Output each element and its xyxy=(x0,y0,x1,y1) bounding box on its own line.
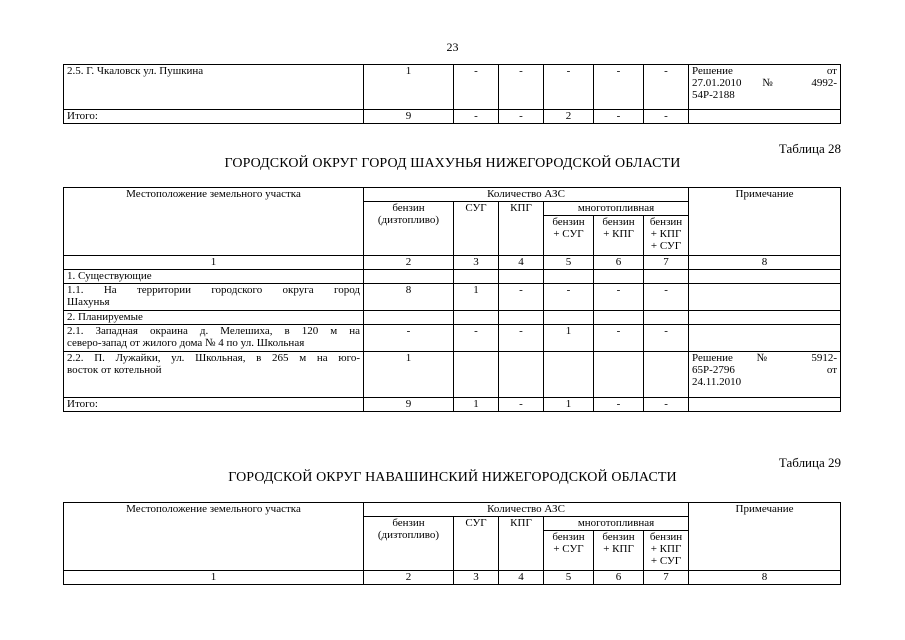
lpg-header: СУГ xyxy=(454,517,499,571)
lpg-header: СУГ xyxy=(454,202,499,256)
count-header: Количество АЗС xyxy=(364,188,689,202)
table-28-heading: ГОРОДСКОЙ ОКРУГ ГОРОД ШАХУНЬЯ НИЖЕГОРОДСКОЙ ОБЛАСТИ xyxy=(224,156,681,171)
top-table xyxy=(63,64,841,124)
page-number: 23 xyxy=(446,40,459,54)
cng-header: КПГ xyxy=(499,517,544,571)
table-row: 2.1. Западная окраина д. Мелешиха, в 120 м на северо-запад от жилого дома № 4 по ул. Школьная - - - 1 - - xyxy=(64,325,841,352)
table-row: 2.2. П. Лужайки, ул. Школьная, в 265 м на юго- восток от котельной 1 Решение № 5912- 65Р-2796 от 24.11.2010 xyxy=(64,352,841,398)
location-header: Местоположение земельного участка xyxy=(64,503,364,571)
section-row: 2. Планируемые xyxy=(64,311,841,325)
column-numbers-row: 1 2 3 4 5 6 7 8 xyxy=(64,571,841,585)
location-header: Местоположение земельного участка xyxy=(64,188,364,256)
total-row: Итого: 9 - - 2 - - xyxy=(64,110,841,124)
table-row: 2.5. Г. Чкаловск ул. Пушкина 1 - - - - - Решение от 27.01.2010 № 4992- 54Р-2188 xyxy=(64,65,841,110)
location-cell: 2.5. Г. Чкаловск ул. Пушкина xyxy=(64,65,364,110)
table-28: Местоположение земельного участка Количество АЗС Примечание бензин (дизтопливо) СУГ КПГ многотопливная бензин + СУГ бензин + КПГ бензин + КПГ + СУГ 1 2 3 4 5 6 7 8 1. Существующие 1.1. На территории городского округа город Шахунья 8 1 - - - - 2. Планируемые 2.1. Западная окраина д. Мелешиха, в 120 м на северо-запад от жилого дома № 4 по ул. Школьная - - - 1 - - 2.2. П. Лужайки, ул. Школьная, в 265 м на юго- восток от котельной 1 Решение № 5912- 65Р-2796 от 24.11.2010 Итого: 9 1 - 1 - - xyxy=(63,187,841,412)
cng-header: КПГ xyxy=(499,202,544,256)
note-cell: Решение от 27.01.2010 № 4992- 54Р-2188 xyxy=(689,65,841,110)
section-row: 1. Существующие xyxy=(64,270,841,284)
note-cell: Решение № 5912- 65Р-2796 от 24.11.2010 xyxy=(689,352,841,398)
note-header: Примечание xyxy=(689,188,841,256)
column-numbers-row: 1 2 3 4 5 6 7 8 xyxy=(64,256,841,270)
multi-header: многотопливная xyxy=(544,202,689,216)
table-29: Местоположение земельного участка Количество АЗС Примечание бензин (дизтопливо) СУГ КПГ многотопливная бензин + СУГ бензин + КПГ бензин + КПГ + СУГ 1 2 3 4 5 6 7 8 xyxy=(63,502,841,585)
table-29-label: Таблица 29 xyxy=(778,455,841,470)
table-28-label: Таблица 28 xyxy=(778,141,841,156)
table-29-heading: ГОРОДСКОЙ ОКРУГ НАВАШИНСКИЙ НИЖЕГОРОДСКОЙ ОБЛАСТИ xyxy=(228,470,677,485)
petrol-header: бензин (дизтопливо) xyxy=(364,202,454,256)
multi-header: многотопливная xyxy=(544,517,689,531)
note-header: Примечание xyxy=(689,503,841,571)
table-row: 1.1. На территории городского округа город Шахунья 8 1 - - - - xyxy=(64,284,841,311)
count-header: Количество АЗС xyxy=(364,503,689,517)
petrol-header: бензин (дизтопливо) xyxy=(364,517,454,571)
total-row: Итого: 9 1 - 1 - - xyxy=(64,398,841,412)
